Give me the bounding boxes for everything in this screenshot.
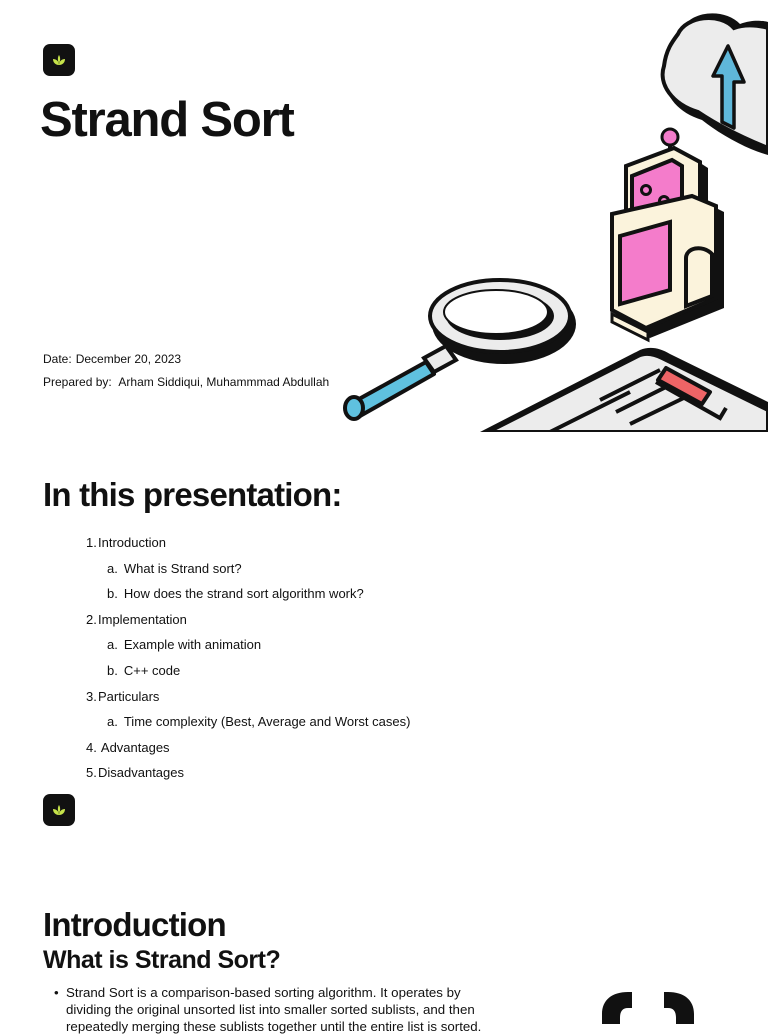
- intro-bullet-list: [54, 984, 509, 1035]
- toc-list: [86, 530, 410, 786]
- toc-subitem-label: Time complexity (Best, Average and Worst cases): [123, 714, 411, 730]
- toc-subitem-letter: a.: [107, 560, 118, 576]
- toc-item[interactable]: [86, 735, 410, 761]
- cover-slide: [0, 0, 768, 432]
- toc-heading: In this presentation:: [43, 476, 342, 513]
- presentation-title: Strand Sort: [40, 93, 294, 147]
- toc-subitem-letter: b.: [107, 586, 118, 602]
- introduction-slide: [0, 862, 768, 1034]
- toc-subitem-letter: a.: [107, 637, 118, 653]
- toc-item-label: Advantages: [98, 739, 170, 755]
- toc-subitem[interactable]: [86, 581, 410, 607]
- toc-subitem[interactable]: [86, 709, 410, 735]
- toc-subitem-label: C++ code: [123, 662, 181, 678]
- magnifying-glass-icon: [345, 280, 576, 419]
- date-value: December 20, 2023: [75, 352, 182, 366]
- prepared-value: Arham Siddiqui, Muhammmad Abdullah: [118, 375, 330, 389]
- toc-subitem[interactable]: [86, 556, 410, 582]
- toc-item-number: 3.: [86, 688, 97, 704]
- toc-item-number: 2.: [86, 611, 97, 627]
- bracket-icon: [598, 990, 698, 1024]
- leaf-logo-icon: [43, 794, 75, 826]
- toc-item-label: Disadvantages: [98, 765, 184, 781]
- toc-item[interactable]: [86, 760, 410, 786]
- toc-item-number: 5.: [86, 765, 97, 781]
- toc-item-number: 1.: [86, 535, 97, 550]
- toc-subitem[interactable]: [86, 632, 410, 658]
- toc-subitem-letter: b.: [107, 662, 118, 678]
- toc-item-number: 4.: [86, 739, 97, 755]
- date-line: [43, 352, 185, 366]
- toc-slide: [0, 432, 768, 862]
- toc-subitem-label: What is Strand sort?: [123, 560, 242, 576]
- prepared-by-line: [43, 375, 333, 389]
- toc-item-label: Implementation: [98, 611, 187, 627]
- intro-bullet: • Strand Sort is a comparison-based sorting algorithm. It operates by dividing the original unsorted list into smaller sorted sublists, and then repeatedly merging these sublists together until the entire list is sorted.: [54, 984, 509, 1035]
- leaf-logo-icon: [43, 44, 75, 76]
- toc-item[interactable]: [86, 530, 410, 556]
- toc-subitem-label: Example with animation: [123, 637, 262, 653]
- toc-item-label: Introduction: [98, 535, 166, 550]
- toc-subitem-letter: a.: [107, 714, 118, 730]
- intro-heading: Introduction: [43, 906, 226, 943]
- toc-subitem-label: How does the strand sort algorithm work?: [123, 586, 364, 602]
- toc-item[interactable]: [86, 684, 410, 710]
- date-label: Date:: [43, 352, 72, 366]
- robot-icon: [612, 129, 724, 340]
- cover-illustration: [330, 0, 768, 432]
- toc-item-label: Particulars: [98, 688, 160, 704]
- toc-item[interactable]: [86, 607, 410, 633]
- toc-subitem[interactable]: [86, 658, 410, 684]
- prepared-label: Prepared by:: [43, 375, 112, 389]
- intro-subheading: What is Strand Sort?: [43, 946, 281, 974]
